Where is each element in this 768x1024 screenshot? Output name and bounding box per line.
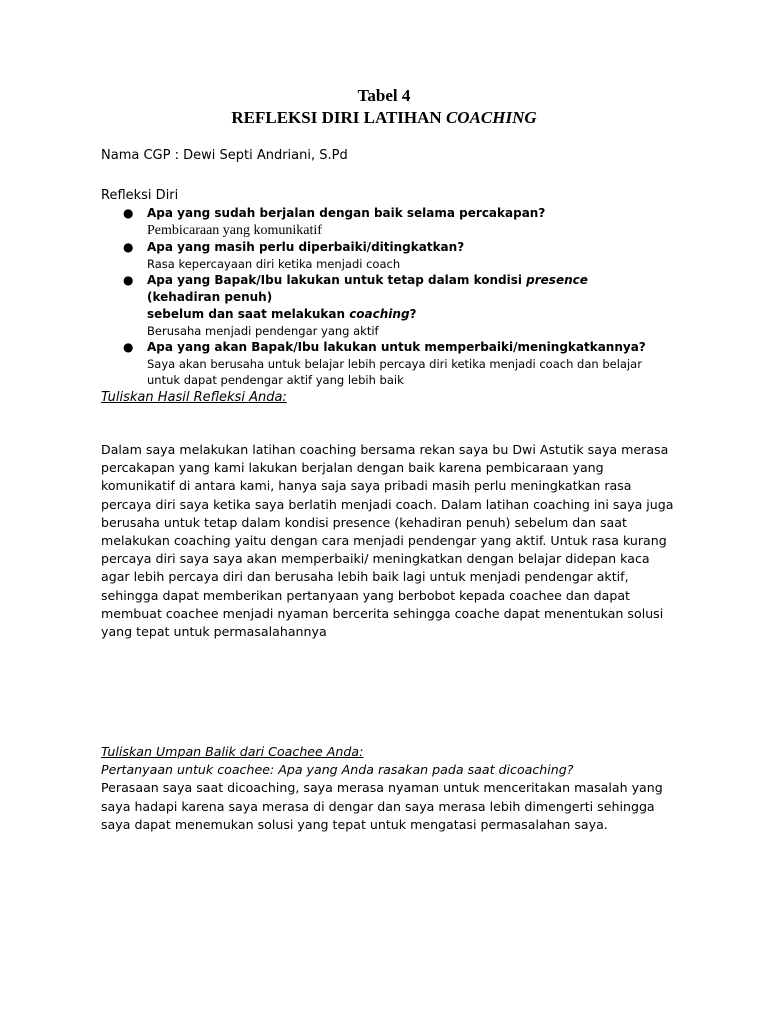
- paragraph-line: percaya diri saya ketika saya berlatih menjadi coach. Dalam latihan coaching ini saya juga: [101, 496, 674, 512]
- paragraph-line: berusaha untuk tetap dalam kondisi presence (kehadiran penuh) sebelum dan saat: [101, 514, 627, 530]
- paragraph-line: membuat coachee menjadi nyaman bercerita sehingga coache dapat menentukan solusi: [101, 605, 664, 621]
- bullet-icon: ●: [123, 273, 134, 287]
- bullet-icon: ●: [123, 206, 134, 220]
- list-item: [101, 239, 661, 272]
- title-main: REFLEKSI DIRI LATIHAN: [231, 108, 446, 127]
- paragraph-line: percakapan yang kami lakukan berjalan dengan baik karena pembicaraan yang: [101, 460, 604, 476]
- question-3-italic: presence: [526, 273, 588, 287]
- reflection-list: [101, 205, 661, 388]
- question-3-italic: coaching: [349, 307, 410, 321]
- list-item: [101, 272, 661, 339]
- answer-3: Berusaha menjadi pendengar yang aktif: [147, 324, 379, 338]
- feedback-section: [101, 743, 661, 834]
- question-3-text: Apa yang Bapak/Ibu lakukan untuk tetap dalam kondisi: [147, 273, 527, 287]
- question-2: Apa yang masih perlu diperbaiki/ditingkatkan?: [147, 240, 465, 254]
- answer-4-line-1: Saya akan berusaha untuk belajar lebih percaya diri ketika menjadi coach dan belajar: [147, 357, 642, 371]
- paragraph-line: melakukan coaching yaitu dengan cara menjadi pendengar yang aktif. Untuk rasa kurang: [101, 533, 667, 549]
- question-1: Apa yang sudah berjalan dengan baik selama percakapan?: [147, 206, 546, 220]
- paragraph-line: sehingga dapat memberikan pertanyaan yang berbobot kepada coachee dan dapat: [101, 587, 630, 603]
- answer-2: Rasa kepercayaan diri ketika menjadi coach: [147, 257, 401, 271]
- bullet-icon: ●: [123, 340, 134, 354]
- question-3-text: ?: [409, 307, 417, 321]
- list-item: [101, 339, 661, 388]
- paragraph-line: percaya diri saya saya akan memperbaiki/ meningkatkan dengan belajar didepan kaca: [101, 551, 650, 567]
- answer-1: Pembicaraan yang komunikatif: [147, 223, 322, 238]
- paragraph-line: Dalam saya melakukan latihan coaching bersama rekan saya bu Dwi Astutik saya merasa: [101, 442, 669, 457]
- question-4: Apa yang akan Bapak/Ibu lakukan untuk memperbaiki/meningkatkannya?: [147, 340, 646, 354]
- paragraph-line: Perasaan saya saat dicoaching, saya merasa nyaman untuk menceritakan masalah yang: [101, 780, 663, 796]
- list-item: [101, 205, 661, 239]
- answer-4-line-2: untuk dapat pendengar aktif yang lebih baik: [147, 373, 404, 387]
- title-italic: COACHING: [445, 108, 537, 127]
- section-label: Refleksi Diri: [101, 188, 179, 203]
- results-paragraph: [101, 441, 674, 641]
- document-title: [0, 108, 768, 128]
- question-3: [147, 272, 661, 323]
- paragraph-line: komunikatif di antara kami, hanya saja saya pribadi masih perlu meningkatkan rasa: [101, 478, 632, 494]
- bullet-icon: ●: [123, 240, 134, 254]
- paragraph-line: saya hadapi karena saya merasa di dengar dan saya merasa lebih dimengerti sehingga: [101, 798, 655, 814]
- paragraph-line: agar lebih percaya diri dan berusaha lebih baik lagi untuk menjadi pendengar aktif,: [101, 569, 629, 585]
- feedback-question: Pertanyaan untuk coachee: Apa yang Anda rasakan pada saat dicoaching?: [101, 762, 574, 778]
- feedback-heading: Tuliskan Umpan Balik dari Coachee Anda:: [101, 744, 364, 759]
- paragraph-line: yang tepat untuk permasalahannya: [101, 624, 327, 640]
- table-number: Tabel 4: [357, 86, 411, 105]
- name-line: Nama CGP : Dewi Septi Andriani, S.Pd: [101, 148, 348, 163]
- results-heading: Tuliskan Hasil Refleksi Anda:: [101, 390, 287, 405]
- question-3-text: sebelum dan saat melakukan: [147, 307, 350, 321]
- question-3-text: (kehadiran penuh): [147, 290, 273, 304]
- paragraph-line: saya dapat menemukan solusi yang tepat untuk mengatasi permasalahan saya.: [101, 816, 608, 832]
